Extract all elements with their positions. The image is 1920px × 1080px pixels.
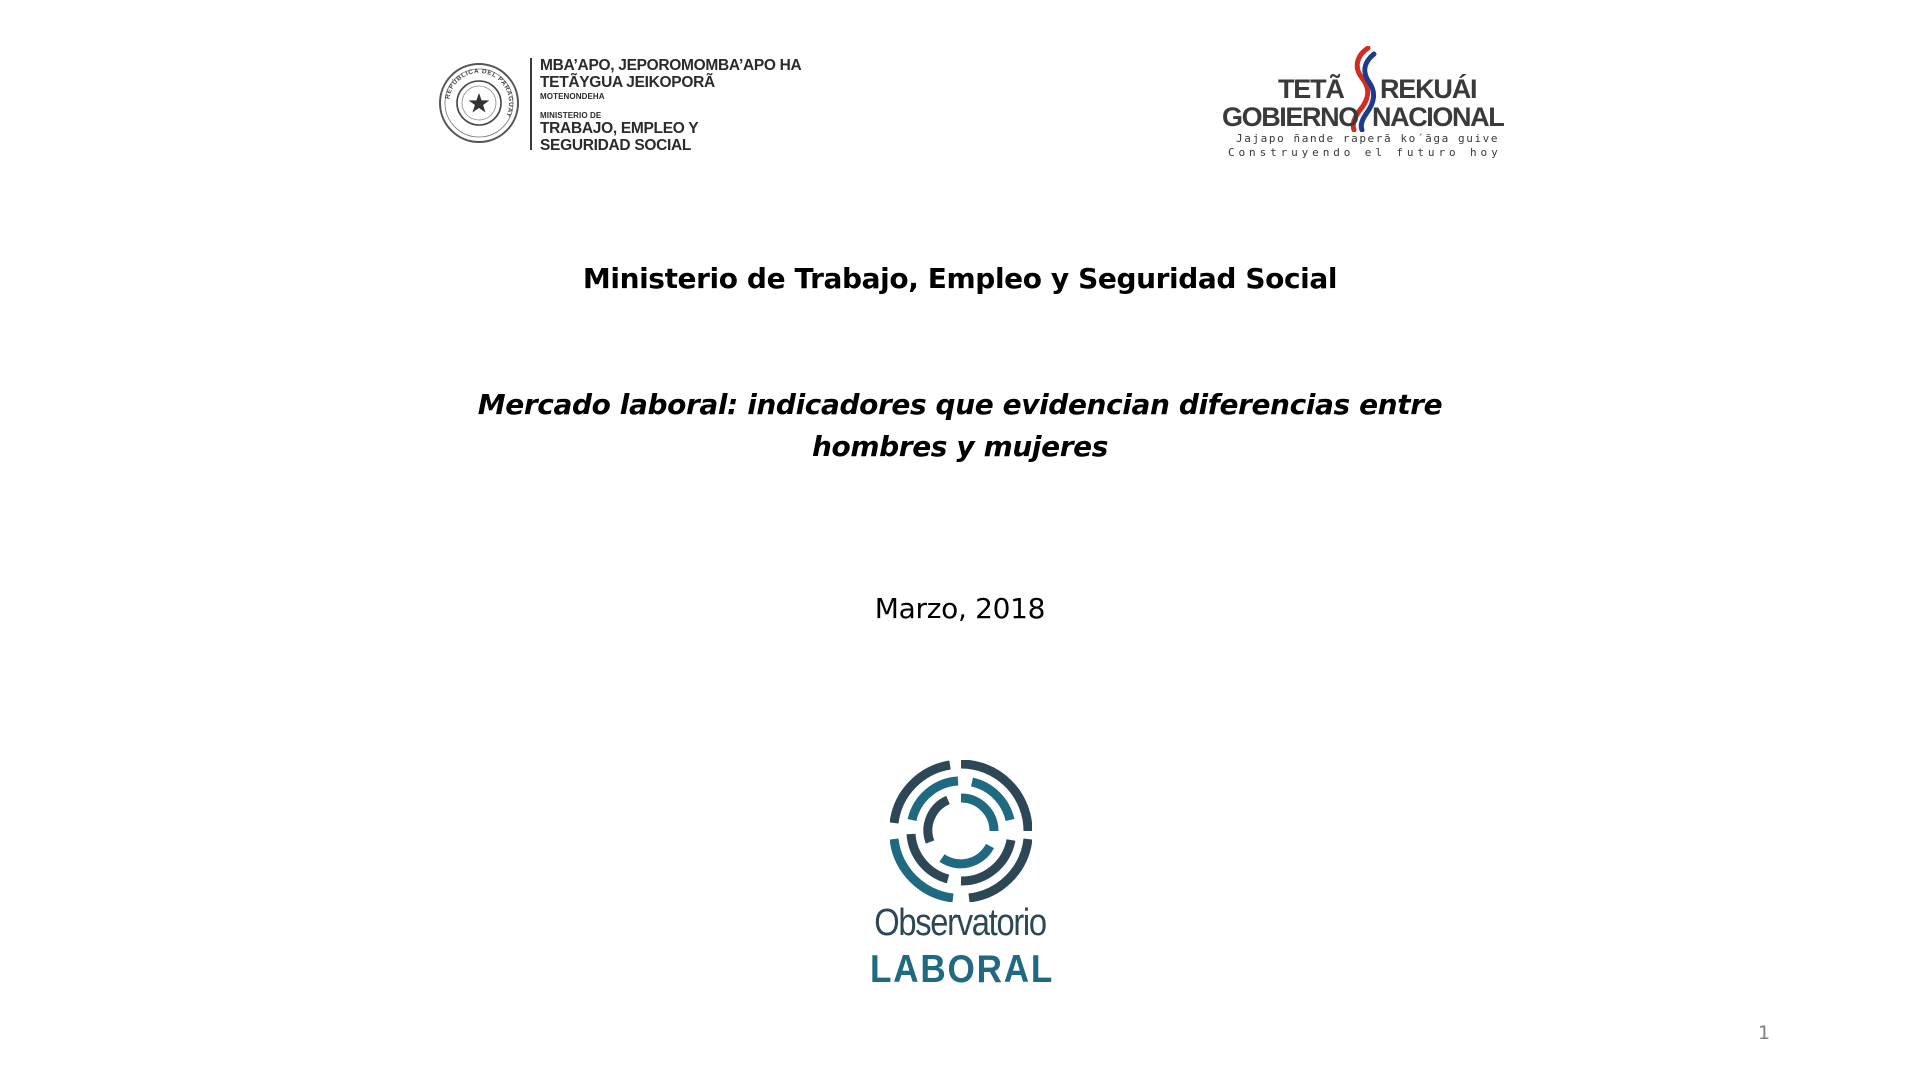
- concentric-rings-icon: [890, 760, 1032, 902]
- page-number: 1: [1758, 1022, 1771, 1044]
- ministry-line-1: MBA’APO, JEPOROMOMBA’APO HA: [540, 57, 802, 74]
- ministry-small-1: MOTENONDEHA: [540, 92, 605, 101]
- ministry-small-2: MINISTERIO DE: [540, 111, 602, 120]
- document-date: Marzo, 2018: [874, 592, 1046, 625]
- ministry-line-2: TETÃYGUA JEIKOPORÃ: [540, 73, 715, 91]
- svg-text:REPÚBLICA DEL PARAGUAY: [444, 68, 514, 119]
- government-logo: [1222, 46, 1522, 161]
- gov-word-rekuai: REKUÁI: [1380, 74, 1477, 104]
- observatorio-word: Observatorio: [874, 902, 1046, 944]
- gov-word-teta: TETÃ: [1278, 74, 1344, 104]
- gov-word-nacional: NACIONAL: [1372, 102, 1504, 132]
- ministry-text: [540, 58, 830, 153]
- paraguay-seal-icon: [438, 62, 520, 144]
- seal-text: REPÚBLICA DEL PARAGUAY: [444, 67, 515, 119]
- gov-tagline-spanish: Construyendo el futuro hoy: [1228, 146, 1502, 159]
- ministry-logo: [438, 58, 818, 154]
- laboral-word: LABORAL: [870, 948, 1055, 991]
- observatorio-logo: [860, 760, 1060, 990]
- document-title: Ministerio de Trabajo, Empleo y Seguridad Social: [582, 262, 1338, 295]
- ministry-divider: [530, 58, 532, 150]
- document-subtitle: Mercado laboral: indicadores que evidencian diferencias entre hombres y mujeres: [477, 388, 1443, 463]
- ministry-line-3: TRABAJO, EMPLEO Y: [540, 120, 699, 137]
- ministry-line-4: SEGURIDAD SOCIAL: [540, 136, 692, 154]
- gov-tagline-guarani: Jajapo ñande raperã ko´ãga guive: [1236, 132, 1500, 145]
- gov-word-gobierno: GOBIERNO: [1222, 102, 1358, 132]
